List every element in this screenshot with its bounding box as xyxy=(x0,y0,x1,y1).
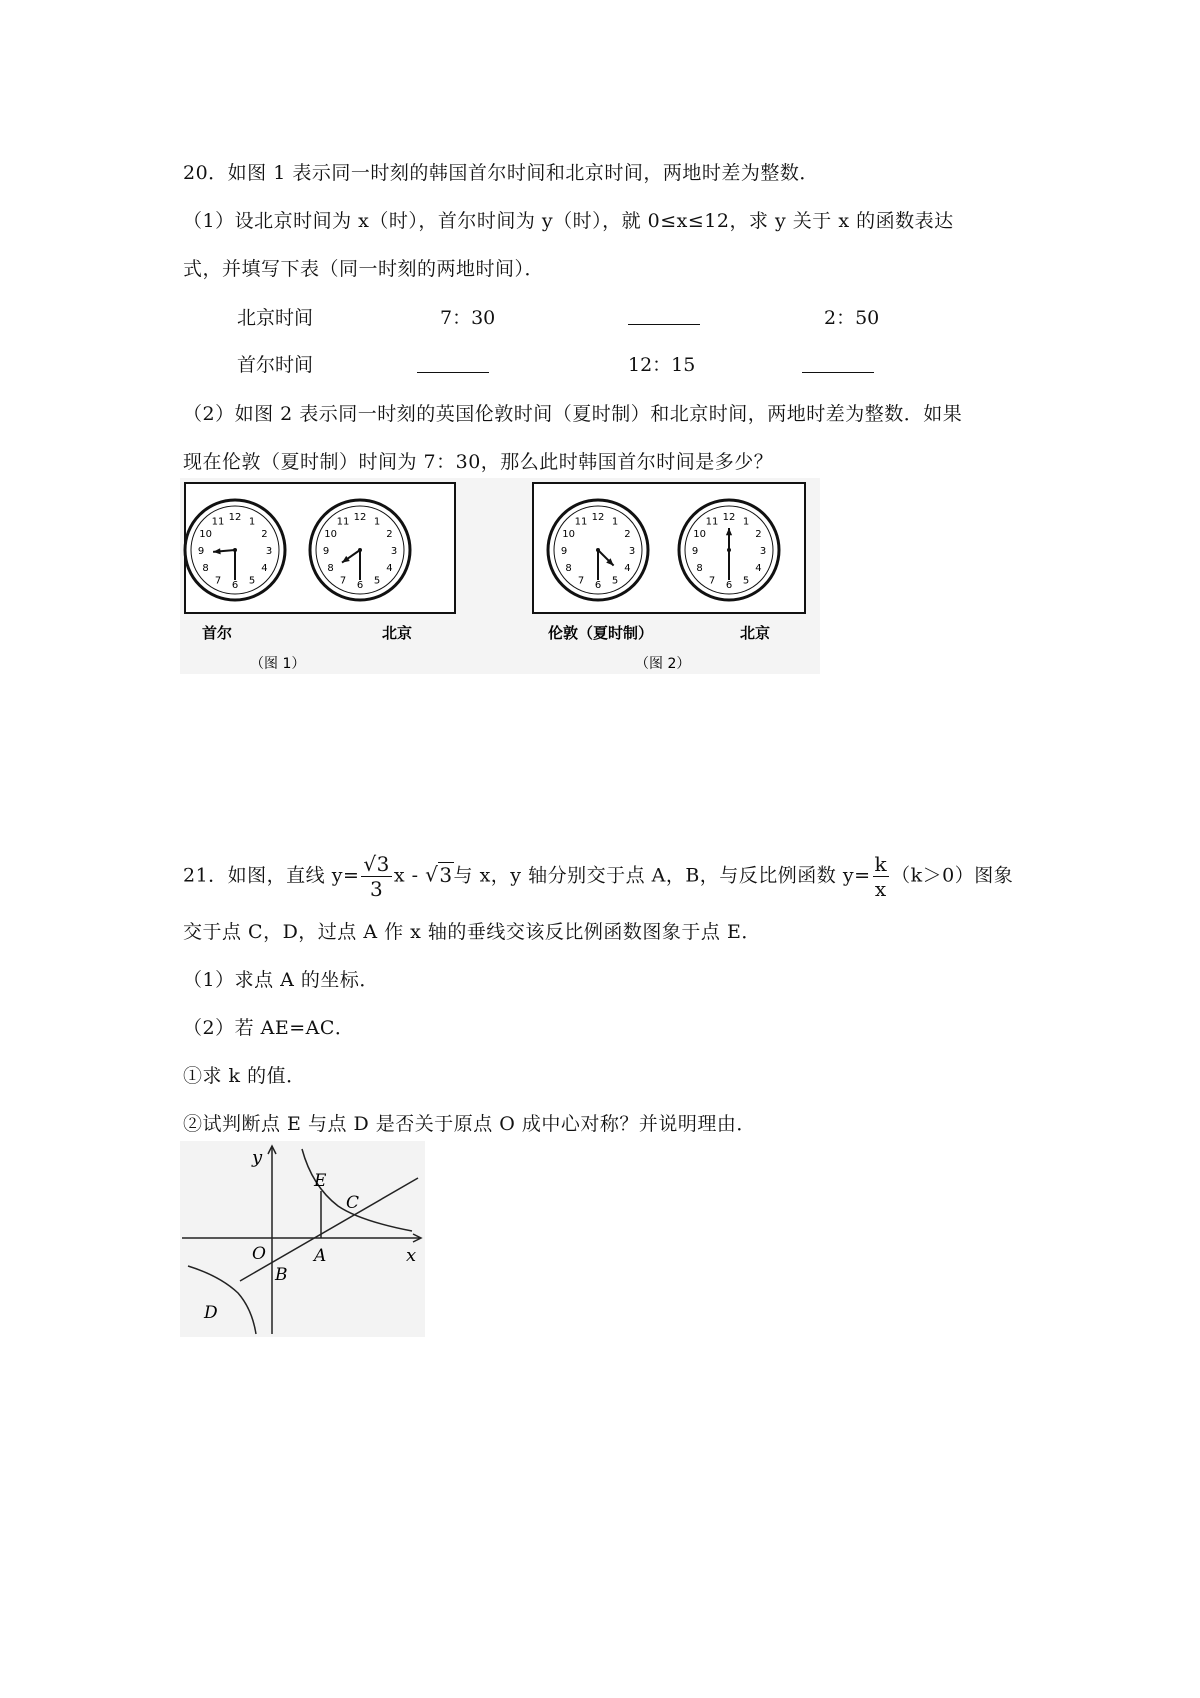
clock-beijing-1 xyxy=(310,500,410,600)
clock-number: 9 xyxy=(197,546,205,557)
clock-number: 7 xyxy=(708,575,716,587)
clock-number: 11 xyxy=(211,516,225,528)
q20-part2-line1: （2）如图 2 表示同一时刻的英国伦敦时间（夏时制）和北京时间，两地时差为整数．如果 xyxy=(183,403,963,425)
clock-number: 4 xyxy=(624,563,631,574)
q21-sub1: ①求 k 的值． xyxy=(183,1065,306,1087)
clock-seoul xyxy=(185,500,285,600)
q20-stem: 20．如图 1 表示同一时刻的韩国首尔时间和北京时间，两地时差为整数． xyxy=(183,162,819,184)
clock-number: 10 xyxy=(199,529,212,540)
clock-beijing-2 xyxy=(679,500,779,600)
q20-part1-line2: 式，并填写下表（同一时刻的两地时间）． xyxy=(183,258,545,280)
figure1-label-seoul: 首尔 xyxy=(202,624,233,642)
table-row1-blank[interactable] xyxy=(628,324,700,325)
table-row1-value3: 2：50 xyxy=(824,307,880,329)
clock-number: 6 xyxy=(725,580,733,591)
clock-number: 12 xyxy=(228,512,242,523)
fraction-denominator: 3 xyxy=(369,877,384,901)
q20-part1-line1: （1）设北京时间为 x（时），首尔时间为 y（时），就 0≤x≤12，求 y 关于 x 的函数表达 xyxy=(183,210,954,232)
clock-center xyxy=(358,548,362,552)
clock-number: 12 xyxy=(353,512,367,523)
table-row2-blank-3[interactable] xyxy=(802,372,874,373)
clock-number: 9 xyxy=(560,546,568,557)
q21-graph xyxy=(180,1141,425,1337)
clock-number: 8 xyxy=(696,563,703,574)
clock-number: 1 xyxy=(373,516,381,528)
clock-center xyxy=(727,548,731,552)
label-e: E xyxy=(314,1171,327,1191)
clock-number: 5 xyxy=(248,575,256,587)
q21-stem-d: （k＞0）图象 xyxy=(891,864,1014,887)
figure1-label-beijing: 北京 xyxy=(382,624,413,642)
clock-london xyxy=(548,500,648,600)
clock-number: 5 xyxy=(742,575,750,587)
clock-number: 10 xyxy=(693,529,706,540)
table-row2-label: 首尔时间 xyxy=(237,354,314,376)
label-d: D xyxy=(204,1303,218,1323)
clock-figures xyxy=(180,478,820,674)
figure2-label-london: 伦敦（夏时制） xyxy=(548,624,654,642)
table-row2-blank-1[interactable] xyxy=(417,372,489,373)
figure2-label-beijing: 北京 xyxy=(740,624,771,642)
clock-number: 11 xyxy=(336,516,350,528)
fraction-numerator: √3 xyxy=(363,852,390,876)
clock-number: 6 xyxy=(356,580,364,591)
q21-line2: 交于点 C，D，过点 A 作 x 轴的垂线交该反比例函数图象于点 E． xyxy=(183,921,761,943)
fraction-sqrt3-over-3 xyxy=(361,852,391,901)
clock-number: 9 xyxy=(691,546,699,557)
clock-number: 2 xyxy=(386,529,393,540)
clock-number: 1 xyxy=(611,516,619,528)
clock-number: 12 xyxy=(591,512,605,523)
clock-number: 2 xyxy=(755,529,762,540)
clock-number: 3 xyxy=(759,546,767,557)
clock-number: 12 xyxy=(722,512,736,523)
q21-stem-a: 21．如图，直线 y= xyxy=(183,864,360,887)
sqrt-3: √3 xyxy=(425,862,453,887)
clock-number: 4 xyxy=(261,563,268,574)
clock-number: 2 xyxy=(261,529,268,540)
clock-number: 8 xyxy=(327,563,334,574)
clock-number: 4 xyxy=(755,563,762,574)
clock-number: 9 xyxy=(322,546,330,557)
q21-stem-b: x - xyxy=(393,864,426,887)
label-c: C xyxy=(346,1193,360,1213)
q21-part1: （1）求点 A 的坐标． xyxy=(183,969,379,991)
q21-sub2: ②试判断点 E 与点 D 是否关于原点 O 成中心对称？并说明理由． xyxy=(183,1113,756,1135)
figure1-caption: （图 1） xyxy=(250,656,306,672)
clock-center xyxy=(233,548,237,552)
label-o: O xyxy=(252,1244,266,1264)
clock-number: 5 xyxy=(611,575,619,587)
clock-number: 2 xyxy=(624,529,631,540)
clock-number: 8 xyxy=(565,563,572,574)
sqrt-radicand: 3 xyxy=(439,862,453,887)
fraction-k-over-x xyxy=(873,852,890,901)
q20-part2-line2: 现在伦敦（夏时制）时间为 7：30，那么此时韩国首尔时间是多少？ xyxy=(183,451,774,473)
clock-number: 10 xyxy=(562,529,575,540)
clock-number: 7 xyxy=(339,575,347,587)
clock-number: 5 xyxy=(373,575,381,587)
clock-number: 6 xyxy=(231,580,239,591)
clock-number: 3 xyxy=(265,546,273,557)
label-b: B xyxy=(275,1265,288,1285)
table-row1-value1: 7：30 xyxy=(440,307,496,329)
label-a: A xyxy=(314,1246,327,1266)
figure2-caption: （图 2） xyxy=(635,656,691,672)
clock-number: 3 xyxy=(390,546,398,557)
q21-part2: （2）若 AE=AC． xyxy=(183,1017,355,1039)
table-row2-value2: 12：15 xyxy=(628,354,696,376)
clock-number: 11 xyxy=(574,516,588,528)
fraction-k: k xyxy=(874,852,888,876)
clock-number: 3 xyxy=(628,546,636,557)
fraction-x: x xyxy=(874,877,887,901)
clock-number: 11 xyxy=(705,516,719,528)
table-row1-label: 北京时间 xyxy=(237,307,314,329)
clock-number: 6 xyxy=(594,580,602,591)
q21-stem-c: 与 x，y 轴分别交于点 A，B，与反比例函数 y= xyxy=(453,864,871,887)
label-x: x xyxy=(406,1245,417,1266)
clock-number: 4 xyxy=(386,563,393,574)
clock-number: 7 xyxy=(577,575,585,587)
q21-stem-line1 xyxy=(183,852,1013,901)
clock-number: 1 xyxy=(248,516,256,528)
clock-number: 10 xyxy=(324,529,337,540)
clock-number: 1 xyxy=(742,516,750,528)
clock-number: 8 xyxy=(202,563,209,574)
label-y: y xyxy=(252,1147,263,1168)
clock-center xyxy=(596,548,600,552)
clock-number: 7 xyxy=(214,575,222,587)
